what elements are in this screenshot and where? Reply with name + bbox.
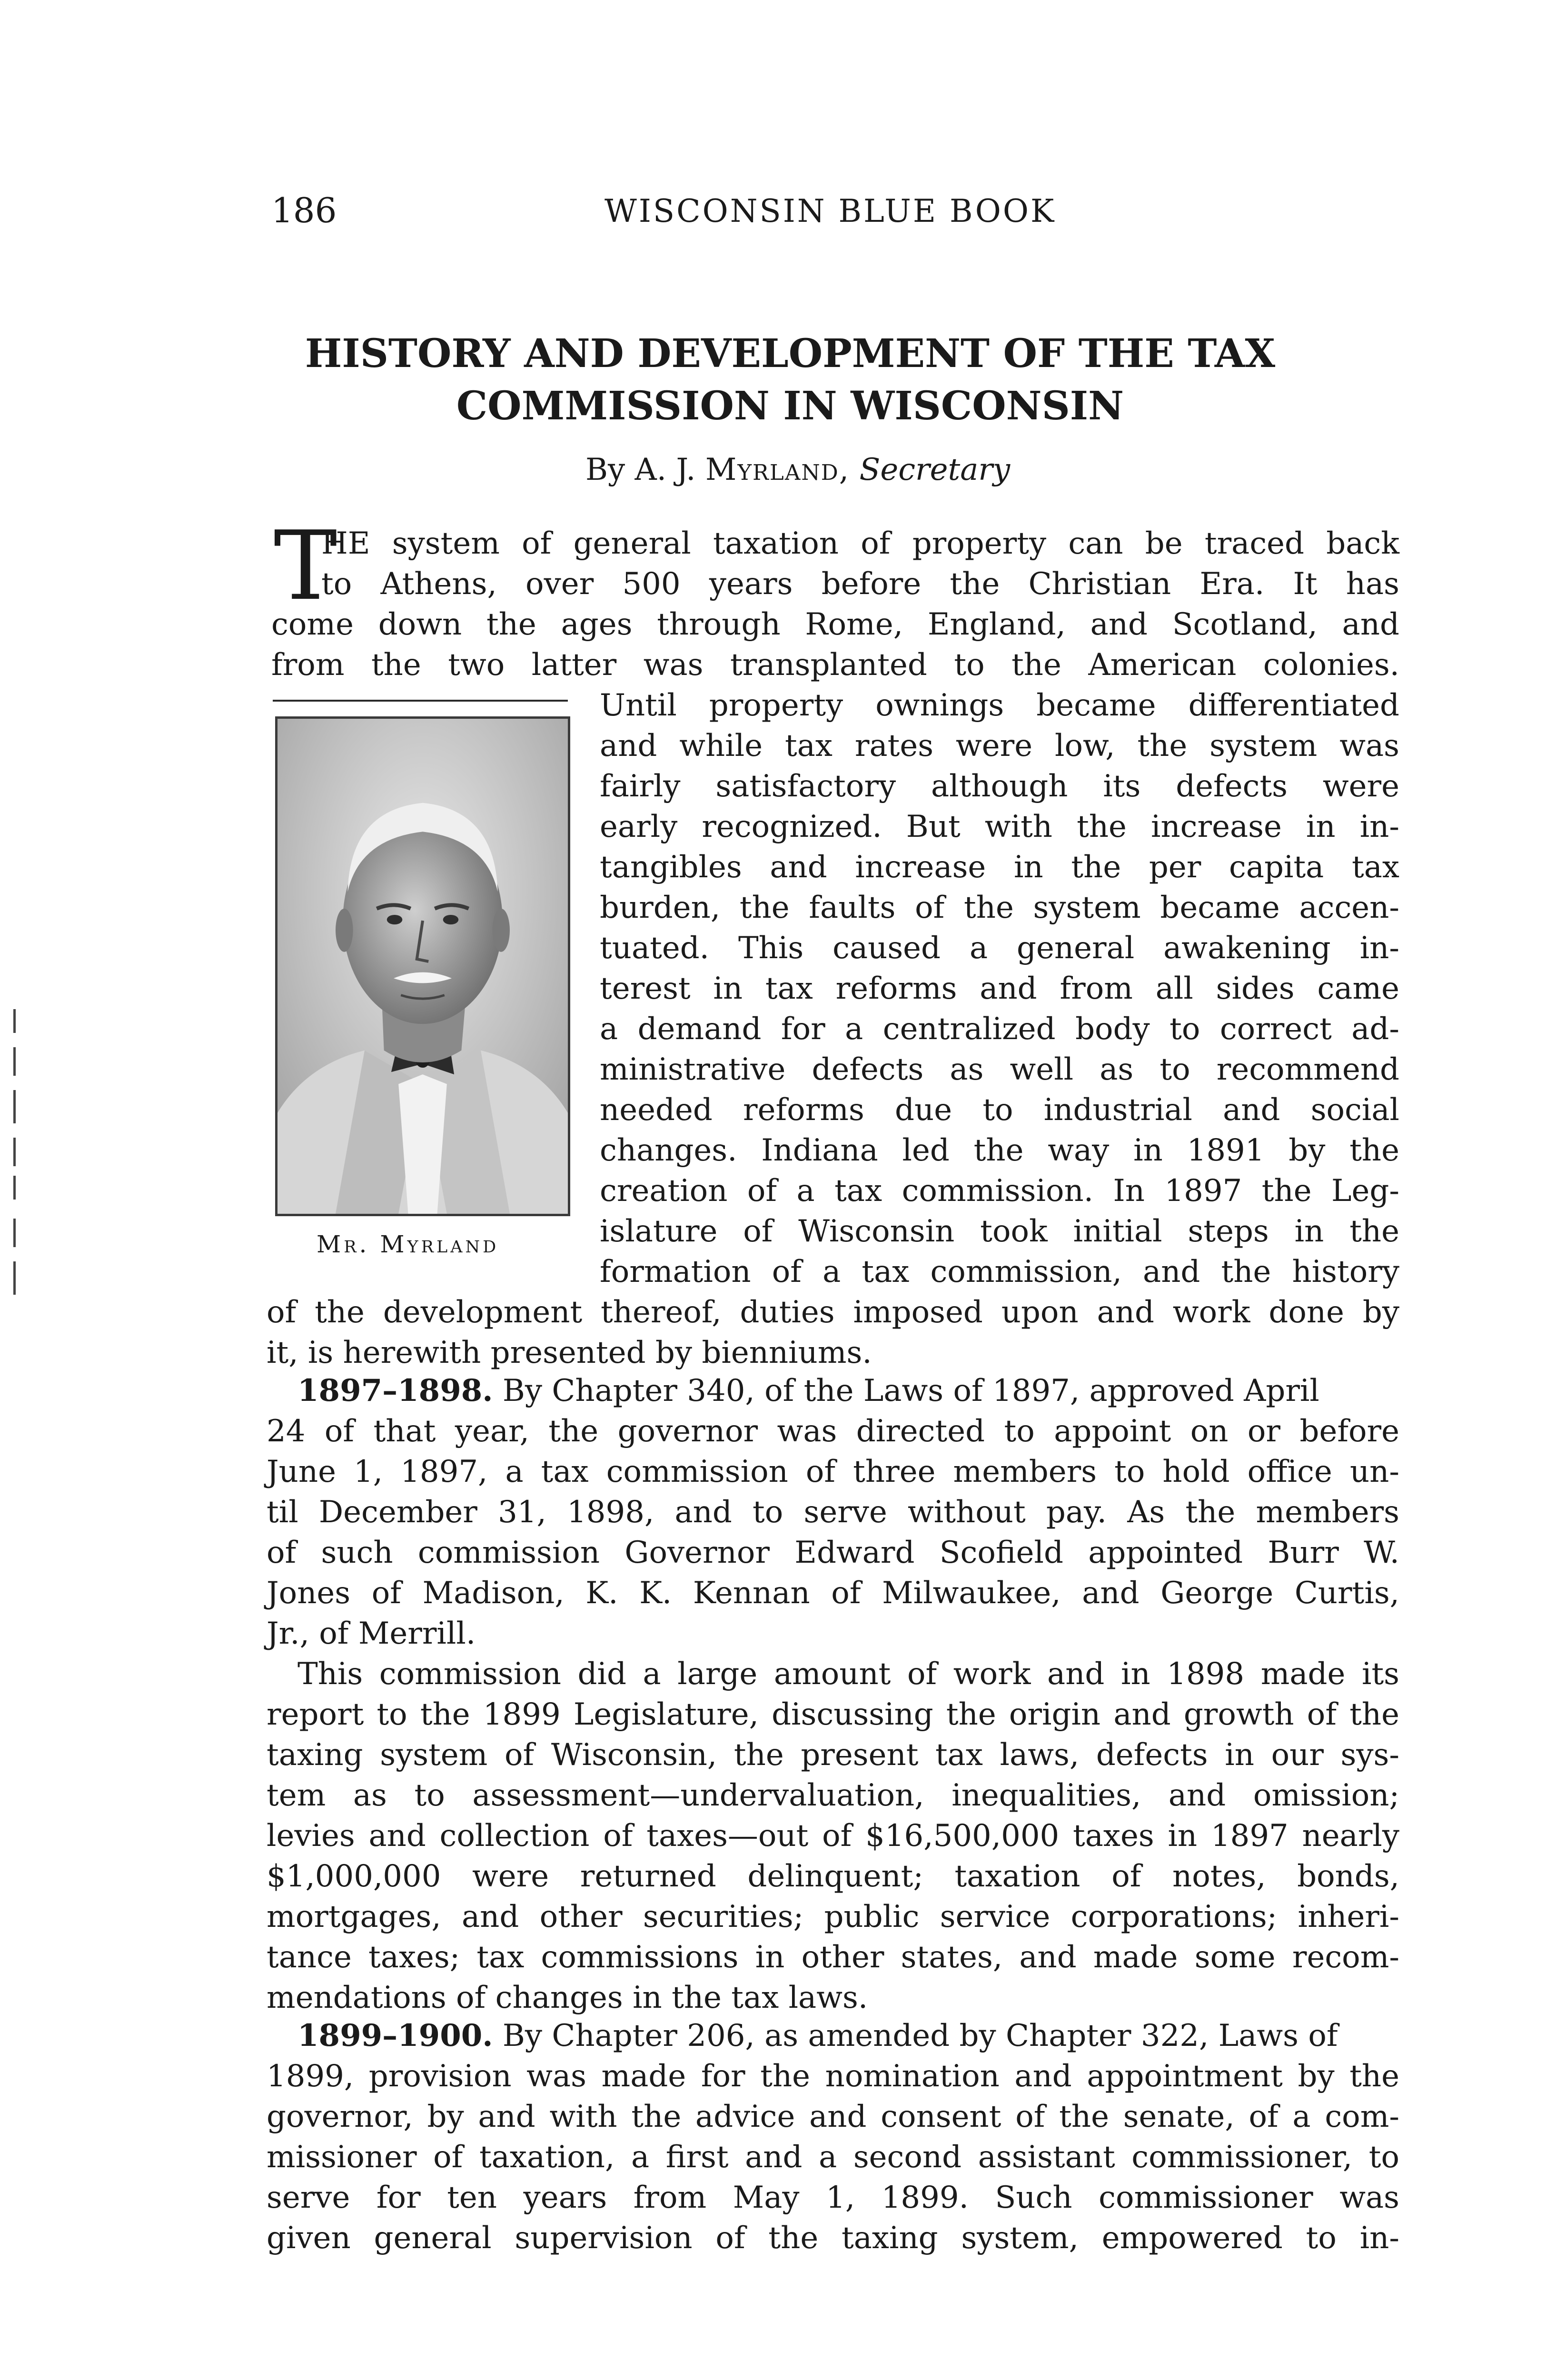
author-role: Secretary — [859, 452, 1011, 487]
text-line: of such commission Governor Edward Scofield appointed Burr W. — [267, 1535, 1399, 1570]
text-line: serve for ten years from May 1, 1899. Such commissioner was — [267, 2180, 1399, 2215]
byline-by: By A. J. — [585, 452, 696, 487]
text-line: mortgages, and other securities; public service corporations; inheri- — [267, 1899, 1399, 1934]
text-line: terest in tax reforms and from all sides came — [600, 971, 1399, 1006]
text-span: By Chapter 340, of the Laws of 1897, approved April — [502, 1373, 1319, 1408]
text-line: ministrative defects as well as to recommend — [600, 1052, 1399, 1087]
text-line: formation of a tax commission, and the history — [600, 1254, 1399, 1289]
text-line: a demand for a centralized body to correct ad- — [600, 1012, 1399, 1047]
scan-mark — [13, 1047, 16, 1076]
text-line: This commission did a large amount of work and in 1898 made its — [297, 1656, 1399, 1692]
text-line: of the development thereof, duties imposed upon and work done by — [267, 1295, 1399, 1330]
text-line: Jr., of Merrill. — [267, 1616, 476, 1651]
text-line: 1899, provision was made for the nomination and appointment by the — [267, 2059, 1399, 2094]
text-line: mendations of changes in the tax laws. — [267, 1980, 868, 2015]
text-line: tangibles and increase in the per capita tax — [600, 850, 1399, 885]
text-line: $1,000,000 were returned delinquent; taxation of notes, bonds, — [267, 1859, 1399, 1894]
author-name: Myrland, — [705, 452, 850, 487]
photo-top-rule — [273, 700, 568, 702]
text-line: til December 31, 1898, and to serve without pay. As the members — [267, 1495, 1399, 1530]
text-line: burden, the faults of the system became accen- — [600, 890, 1399, 925]
text-line: June 1, 1897, a tax commission of three members to hold office un- — [267, 1454, 1399, 1489]
text-line: and while tax rates were low, the system was — [600, 728, 1399, 764]
scan-mark — [13, 1176, 16, 1200]
page-number: 186 — [271, 190, 337, 230]
text-line: HE system of general taxation of property can be traced back — [321, 526, 1399, 561]
text-line: from the two latter was transplanted to the American colonies. — [271, 647, 1399, 683]
biennium-heading: 1899–1900. — [297, 2018, 493, 2053]
scan-mark — [13, 1261, 16, 1295]
running-title: WISCONSIN BLUE BOOK — [605, 193, 1056, 229]
text-line: come down the ages through Rome, England, and Scotland, and — [271, 607, 1399, 642]
scan-mark — [13, 1138, 16, 1166]
article-title-line-1: HISTORY AND DEVELOPMENT OF THE TAX — [305, 331, 1276, 377]
paragraph-1897 — [297, 1373, 1399, 1408]
text-line: governor, by and with the advice and consent of the senate, of a com- — [267, 2099, 1399, 2134]
text-line: fairly satisfactory although its defects were — [600, 769, 1399, 804]
text-line: it, is herewith presented by bienniums. — [267, 1335, 872, 1370]
text-line: Jones of Madison, K. K. Kennan of Milwaukee, and George Curtis, — [267, 1576, 1399, 1611]
drop-cap: T — [274, 511, 337, 622]
text-line: needed reforms due to industrial and social — [600, 1092, 1399, 1128]
scan-mark — [13, 1090, 16, 1123]
text-line: 24 of that year, the governor was directed to appoint on or before — [267, 1414, 1399, 1449]
text-line: report to the 1899 Legislature, discussing the origin and growth of the — [267, 1697, 1399, 1732]
text-line: levies and collection of taxes—out of $16,500,000 taxes in 1897 nearly — [267, 1818, 1399, 1854]
text-span: By Chapter 206, as amended by Chapter 322, Laws of — [502, 2018, 1338, 2053]
text-line: tuated. This caused a general awakening in- — [600, 931, 1399, 966]
scan-mark — [13, 1219, 16, 1247]
text-line: tance taxes; tax commissions in other states, and made some recom- — [267, 1940, 1399, 1975]
text-line: creation of a tax commission. In 1897 the Leg- — [600, 1173, 1399, 1209]
text-line: to Athens, over 500 years before the Christian Era. It has — [321, 566, 1399, 602]
text-line: taxing system of Wisconsin, the present tax laws, defects in our sys- — [267, 1737, 1399, 1773]
text-line: early recognized. But with the increase in in- — [600, 809, 1399, 844]
text-line: islature of Wisconsin took initial steps in the — [600, 1214, 1399, 1249]
text-line: Until property ownings became differentiated — [600, 688, 1399, 723]
portrait-photo — [275, 716, 570, 1216]
byline — [585, 452, 1010, 487]
text-line: missioner of taxation, a first and a second assistant commissioner, to — [267, 2140, 1399, 2175]
biennium-heading: 1897–1898. — [297, 1373, 493, 1408]
text-line: given general supervision of the taxing system, empowered to in- — [267, 2221, 1399, 2256]
paragraph-1899 — [297, 2018, 1399, 2053]
scan-mark — [13, 1009, 16, 1033]
text-line: changes. Indiana led the way in 1891 by the — [600, 1133, 1399, 1168]
article-title-line-2: COMMISSION IN WISCONSIN — [456, 383, 1124, 429]
photo-caption: Mr. Myrland — [317, 1230, 499, 1258]
text-line: tem as to assessment—undervaluation, inequalities, and omission; — [267, 1778, 1399, 1813]
